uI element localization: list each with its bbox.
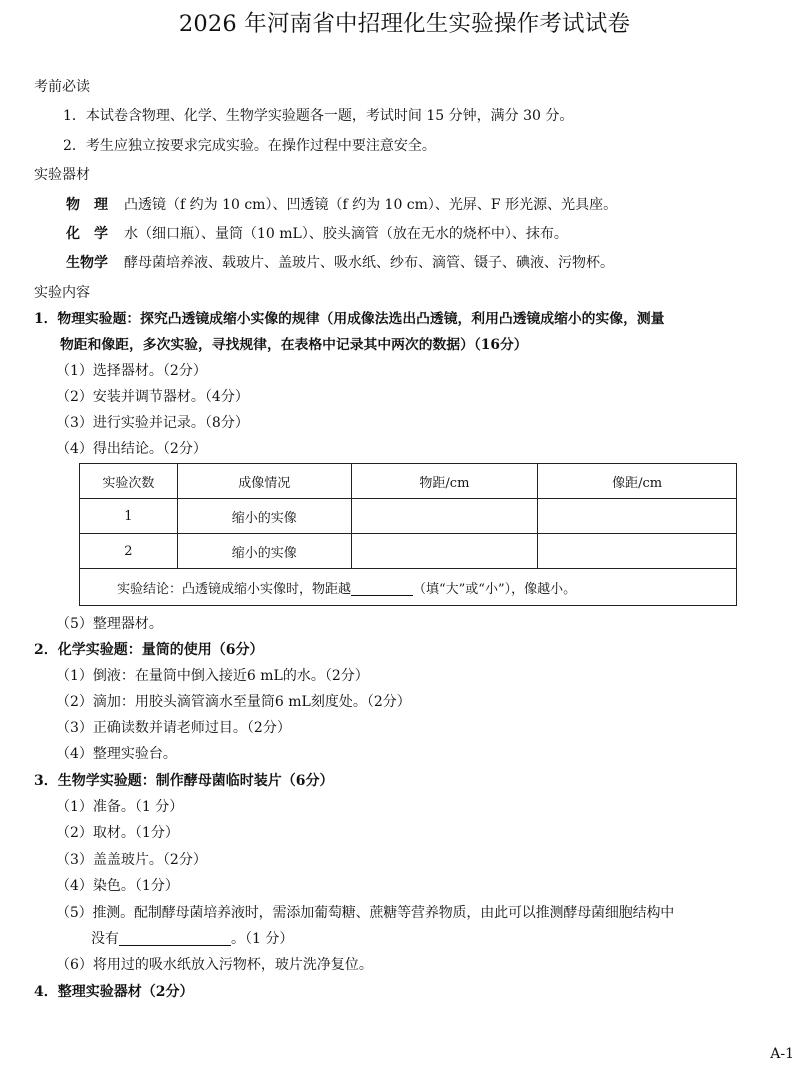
physics-step: （3）进行实验并记录。（8分） (56, 415, 249, 431)
physics-step: （4）得出结论。（2分） (56, 441, 207, 457)
trial-number: 2 (80, 534, 178, 569)
chemistry-step: （1）倒液：在量筒中倒入接近6 mL的水。（2分） (56, 668, 369, 684)
page-title: 2026 年河南省中招理化生实验操作考试试卷 (178, 11, 631, 37)
biology-step: （3）盖盖玻片。（2分） (56, 852, 207, 868)
table-header: 物距/cm (351, 464, 538, 499)
equipment-row-biology (66, 253, 614, 273)
equipment-heading: 实验器材 (34, 167, 90, 183)
image-distance-cell[interactable] (538, 499, 737, 534)
image-condition: 缩小的实像 (177, 499, 351, 534)
object-distance-cell[interactable] (351, 534, 538, 569)
conclusion-blank[interactable] (351, 581, 413, 596)
physics-step: （1）选择器材。（2分） (56, 363, 207, 379)
biology-step: （5）推测。配制酵母菌培养液时，需添加葡萄糖、蔗糖等营养物质，由此可以推测酵母菌细胞结构中 (56, 905, 675, 921)
equipment-items: 酵母菌培养液、载玻片、盖玻片、吸水纸、纱布、滴管、镊子、碘液、污物杯。 (124, 255, 614, 271)
experiment-table (79, 463, 737, 606)
physics-title: 1．物理实验题：探究凸透镜成缩小实像的规律（用成像法选出凸透镜，利用凸透镜成缩小的实像，测量 (34, 311, 665, 327)
table-header: 像距/cm (538, 464, 737, 499)
arrange-title: 4．整理实验器材（2分） (34, 984, 194, 1000)
conclusion-text: 实验结论：凸透镜成缩小实像时，物距越 (117, 581, 352, 597)
equipment-label: 物 理 (66, 197, 108, 213)
equipment-label: 化 学 (66, 226, 108, 242)
trial-number: 1 (80, 499, 178, 534)
biology-step5-text: 没有 (91, 931, 119, 947)
equipment-row-chemistry (66, 224, 568, 244)
page-number: A-1 (770, 1046, 794, 1062)
table-row (80, 534, 737, 569)
equipment-row-physics (66, 195, 617, 215)
table-row (80, 499, 737, 534)
answer-blank[interactable] (119, 931, 231, 946)
chemistry-step: （2）滴加：用胶头滴管滴水至量筒6 mL刻度处。（2分） (56, 694, 411, 710)
equipment-items: 水（细口瓶）、量筒（10 mL）、胶头滴管（放在无水的烧杯中）、抹布。 (124, 226, 568, 242)
conclusion-hint: （填“大”或“小”），像越小。 (413, 581, 577, 597)
biology-step5-points: 。（1 分） (231, 931, 294, 947)
chemistry-title: 2．化学实验题：量筒的使用（6分） (34, 642, 264, 658)
table-header: 成像情况 (177, 464, 351, 499)
conclusion-row (80, 569, 737, 606)
chemistry-step: （4）整理实验台。 (56, 746, 177, 762)
table-header-row (80, 464, 737, 499)
conclusion-cell (80, 569, 737, 606)
equipment-label: 生物学 (66, 255, 108, 271)
image-distance-cell[interactable] (538, 534, 737, 569)
object-distance-cell[interactable] (351, 499, 538, 534)
notice-heading: 考前必读 (34, 79, 90, 95)
biology-step: （6）将用过的吸水纸放入污物杯，玻片洗净复位。 (56, 957, 373, 973)
table-header: 实验次数 (80, 464, 178, 499)
biology-step: （1）准备。（1 分） (56, 799, 184, 815)
biology-step: （4）染色。（1分） (56, 878, 179, 894)
equipment-items: 凸透镜（f 约为 10 cm）、凹透镜（f 约为 10 cm）、光屏、F 形光源、光具座。 (124, 197, 618, 213)
notice-item: 2．考生应独立按要求完成实验。在操作过程中要注意安全。 (63, 138, 436, 154)
image-condition: 缩小的实像 (177, 534, 351, 569)
notice-item: 1．本试卷含物理、化学、生物学实验题各一题，考试时间 15 分钟，满分 30 分。 (63, 108, 574, 124)
chemistry-step: （3）正确读数并请老师过目。（2分） (56, 720, 291, 736)
physics-step: （2）安装并调节器材。（4分） (56, 389, 249, 405)
biology-step: （2）取材。（1分） (56, 825, 179, 841)
physics-step: （5）整理器材。 (56, 616, 163, 632)
content-heading: 实验内容 (34, 285, 90, 301)
biology-step-cont (91, 929, 293, 949)
physics-title-cont: 物距和像距，多次实验，寻找规律，在表格中记录其中两次的数据）（16分） (60, 337, 528, 353)
biology-title: 3．生物学实验题：制作酵母菌临时装片（6分） (34, 773, 334, 789)
